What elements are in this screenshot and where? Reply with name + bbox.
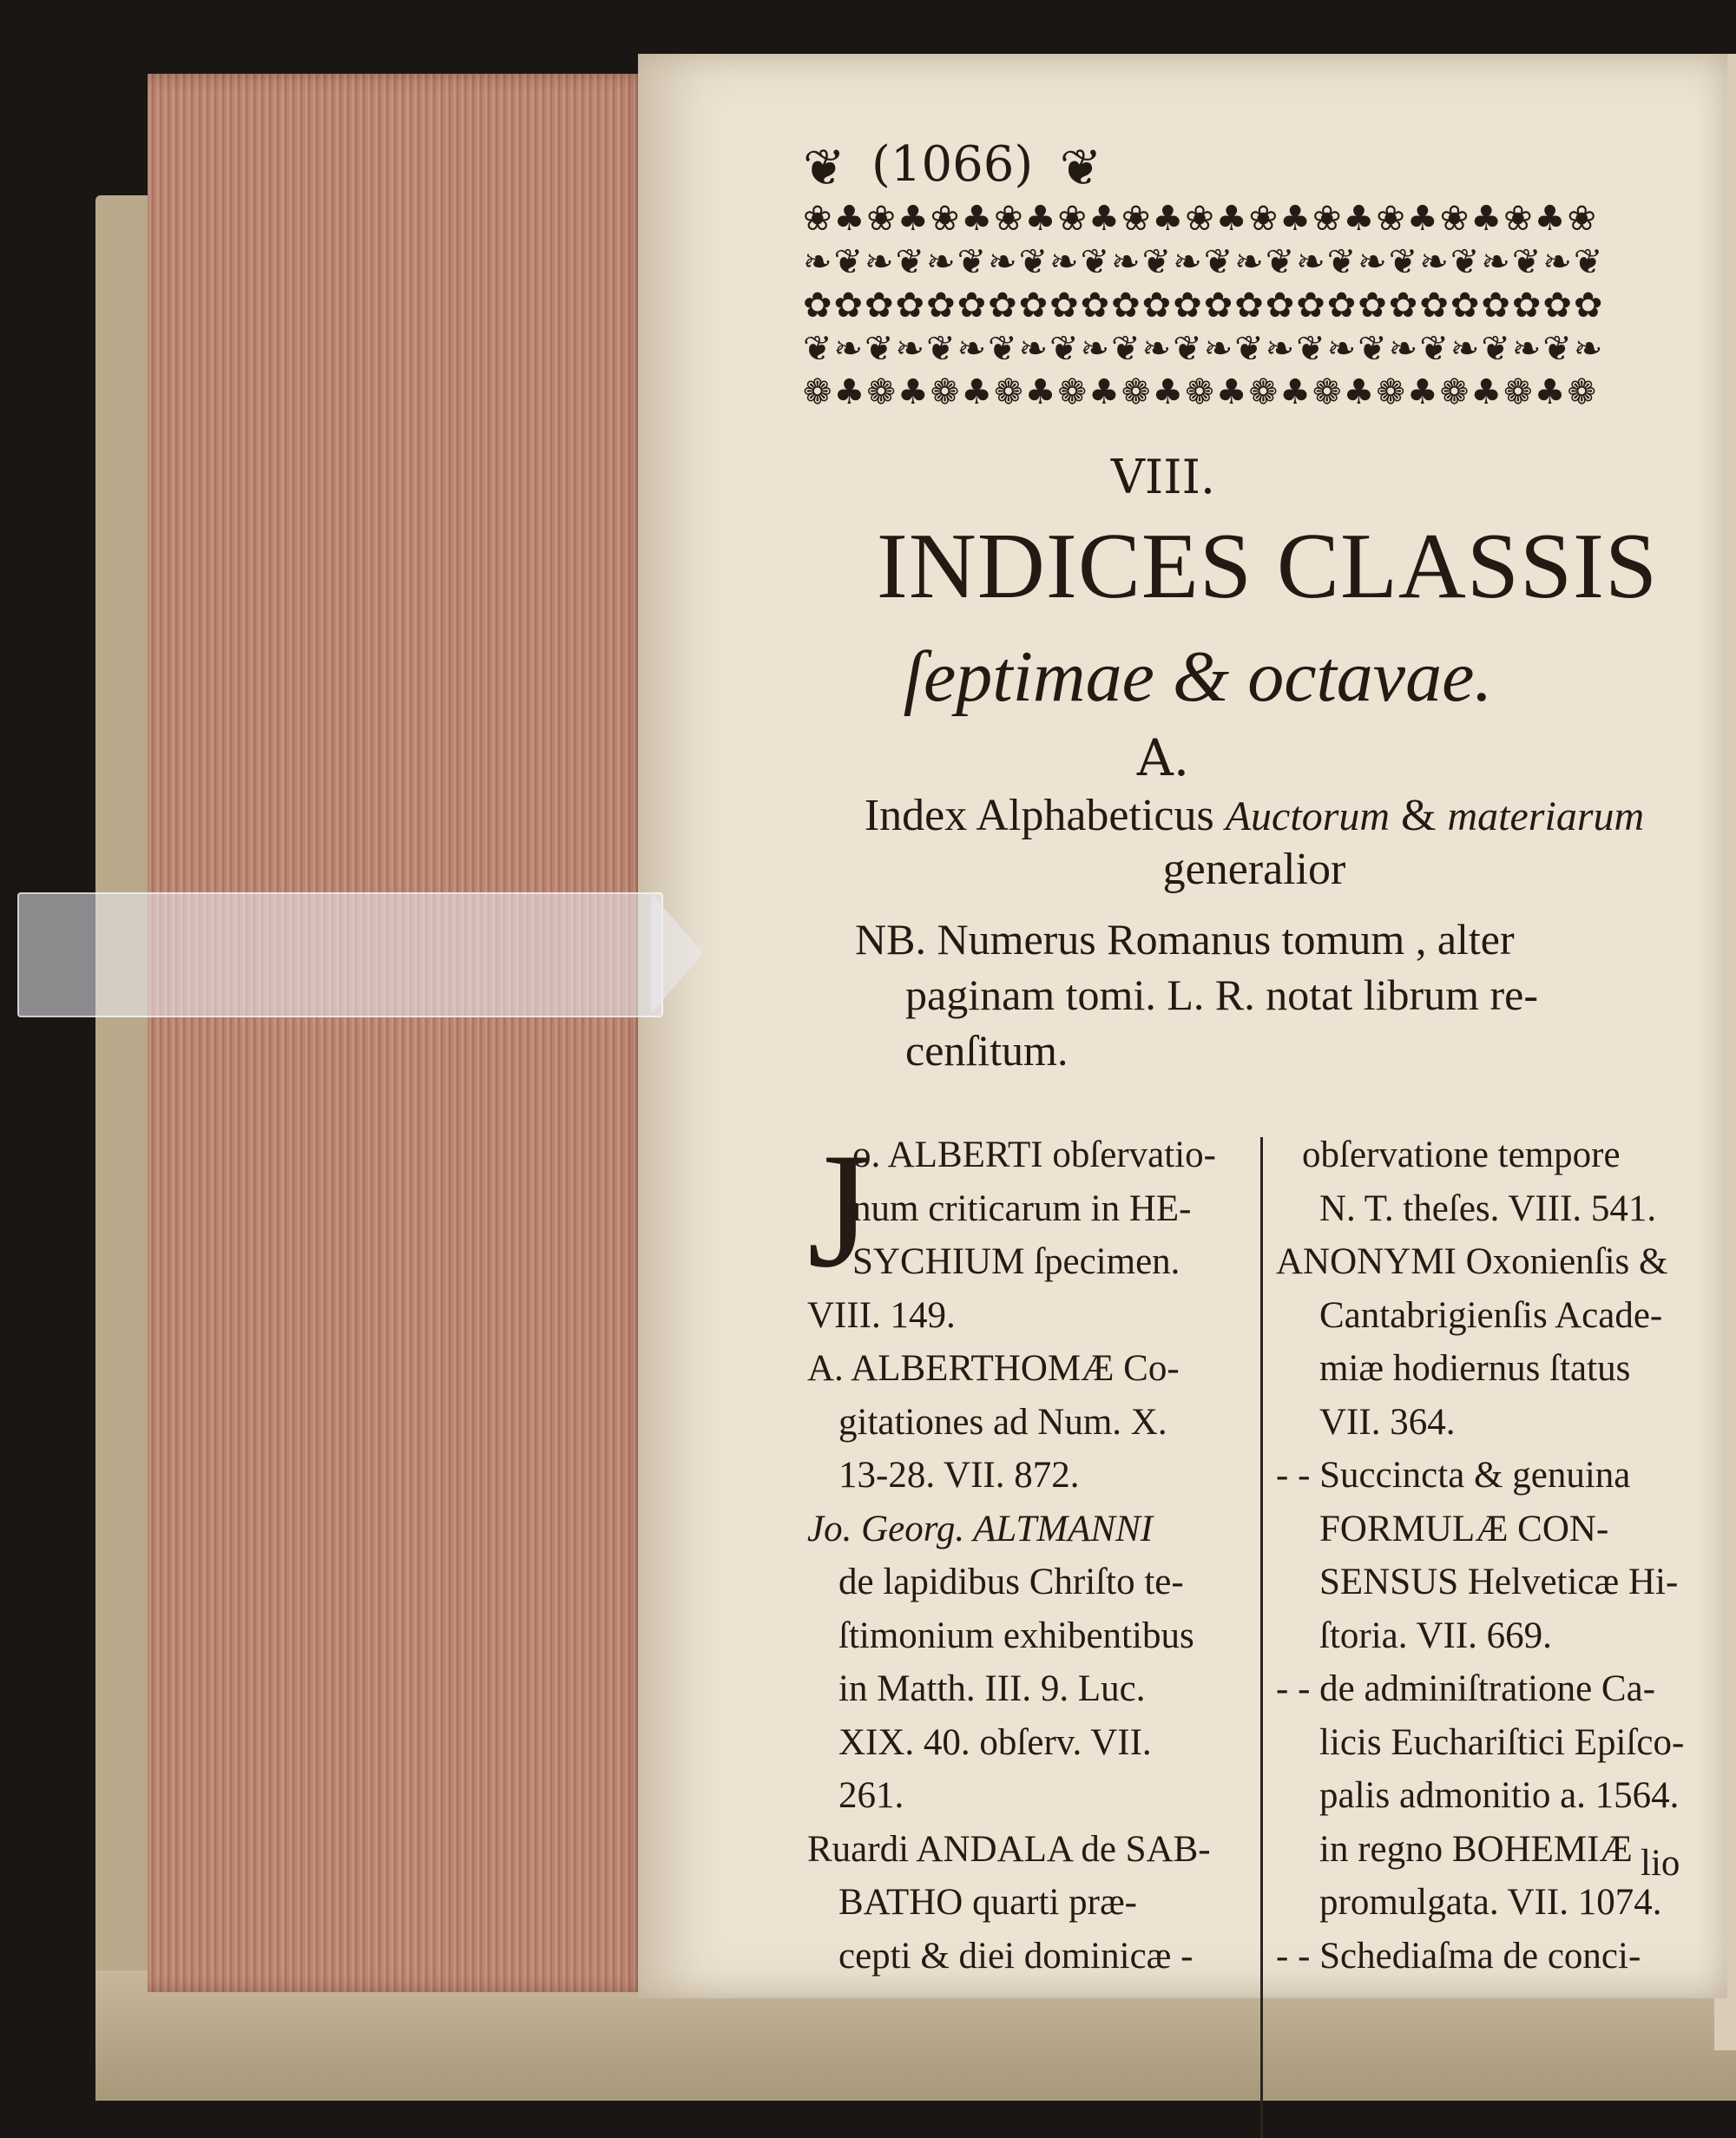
note-block xyxy=(855,911,1688,1078)
column-line: SENSUS Helveticæ Hi- xyxy=(1319,1562,1679,1602)
ornamental-header-band xyxy=(803,201,1706,410)
page-block-edge xyxy=(148,74,651,1992)
ornament-row: ❦❧❦❧❦❧❦❧❦❧❦❧❦❧❦❧❦❧❦❧❦❧❦❧❦❧ xyxy=(803,332,1605,366)
column-line: 261. xyxy=(838,1775,904,1816)
index-heading-text: & xyxy=(1390,791,1448,840)
right-column xyxy=(1276,1128,1701,1983)
left-column xyxy=(807,1120,1250,1983)
note-line: cenſitum. xyxy=(905,1026,1069,1075)
ornament-row: ❁♣❁♣❁♣❁♣❁♣❁♣❁♣❁♣❁♣❁♣❁♣❁♣❁ xyxy=(803,375,1599,410)
column-line: SYCHIUM ſpecimen. xyxy=(852,1241,1180,1282)
page-header xyxy=(803,128,1497,198)
index-heading xyxy=(803,788,1706,845)
index-heading-italic: materiarum xyxy=(1447,793,1645,839)
ornament-row: ❧❦❧❦❧❦❧❦❧❦❧❦❧❦❧❦❧❦❧❦❧❦❧❦❧❦ xyxy=(803,245,1605,280)
page-holder-clip xyxy=(17,892,663,1017)
column-line: Ruardi ANDALA de SAB- xyxy=(807,1828,1211,1870)
column-line: - - de adminiſtratione Ca- xyxy=(1276,1668,1656,1709)
note-line: paginam tomi. L. R. notat librum re- xyxy=(905,970,1539,1019)
page-subtitle: ſeptimae & octavae. xyxy=(903,636,1493,717)
index-letter: A. xyxy=(1136,728,1190,787)
column-divider xyxy=(1260,1137,1263,2138)
column-line: - - Schediaſma de conci- xyxy=(1276,1935,1641,1977)
column-line: in Matth. III. 9. Luc. xyxy=(838,1668,1146,1709)
column-line: gitationes ad Num. X. xyxy=(838,1401,1167,1443)
column-line: o. ALBERTI obſervatio- xyxy=(852,1135,1216,1175)
column-line: Jo. Georg. ALTMANNI xyxy=(807,1508,1154,1549)
column-line: de lapidibus Chriſto te- xyxy=(838,1562,1184,1602)
column-line: N. T. theſes. VIII. 541. xyxy=(1319,1187,1657,1229)
column-line: VIII. 149. xyxy=(807,1294,956,1336)
index-heading-italic: Auctorum xyxy=(1225,793,1391,839)
page-number: (1066) xyxy=(871,136,1034,193)
column-line: ſtimonium exhibentibus xyxy=(838,1615,1194,1656)
column-line: ſtoria. VII. 669. xyxy=(1319,1615,1552,1656)
column-line: FORMULÆ CON- xyxy=(1319,1508,1609,1549)
note-line: NB. Numerus Romanus tomum , alter xyxy=(855,915,1515,964)
column-line: num criticarum in HE- xyxy=(852,1187,1192,1229)
column-line: palis admonitio a. 1564. xyxy=(1319,1775,1680,1816)
column-line: obſervatione tempore xyxy=(1302,1135,1621,1175)
column-line: VII. 364. xyxy=(1319,1401,1456,1443)
fleuron-left-icon: ❦ xyxy=(803,137,845,197)
page-title: INDICES CLASSIS xyxy=(876,515,1659,618)
index-heading-line2: generalior xyxy=(1162,845,1346,894)
column-line: BATHO quarti præ- xyxy=(838,1882,1137,1923)
fleuron-right-icon: ❦ xyxy=(1059,137,1102,197)
column-line: miæ hodiernus ſtatus xyxy=(1319,1348,1631,1389)
column-line: XIX. 40. obſerv. VII. xyxy=(838,1721,1152,1763)
ornament-row: ❀♣❀♣❀♣❀♣❀♣❀♣❀♣❀♣❀♣❀♣❀♣❀♣❀ xyxy=(803,201,1599,236)
column-continuation: lio xyxy=(1641,1843,1680,1884)
column-line: licis Euchariſtici Epiſco- xyxy=(1319,1721,1685,1763)
drop-cap: J xyxy=(807,1120,871,1302)
index-heading-text: Index Alphabeticus xyxy=(864,791,1226,840)
column-line: ANONYMI Oxonienſis & xyxy=(1276,1241,1668,1282)
column-line: cepti & diei dominicæ - xyxy=(838,1935,1194,1977)
column-line: promulgata. VII. 1074. xyxy=(1319,1882,1662,1923)
ornament-row: ✿✿✿✿✿✿✿✿✿✿✿✿✿✿✿✿✿✿✿✿✿✿✿✿✿✿ xyxy=(803,288,1605,323)
column-line: A. ALBERTHOMÆ Co- xyxy=(807,1348,1180,1389)
column-line: 13-28. VII. 872. xyxy=(838,1455,1080,1496)
column-line: - - Succincta & genuina xyxy=(1276,1455,1631,1496)
column-line: Cantabrigienſis Acade- xyxy=(1319,1294,1663,1336)
section-number: VIII. xyxy=(1110,450,1216,504)
column-line: in regno BOHEMIÆ xyxy=(1319,1828,1633,1870)
page-holder-clip-tip xyxy=(651,892,703,1014)
